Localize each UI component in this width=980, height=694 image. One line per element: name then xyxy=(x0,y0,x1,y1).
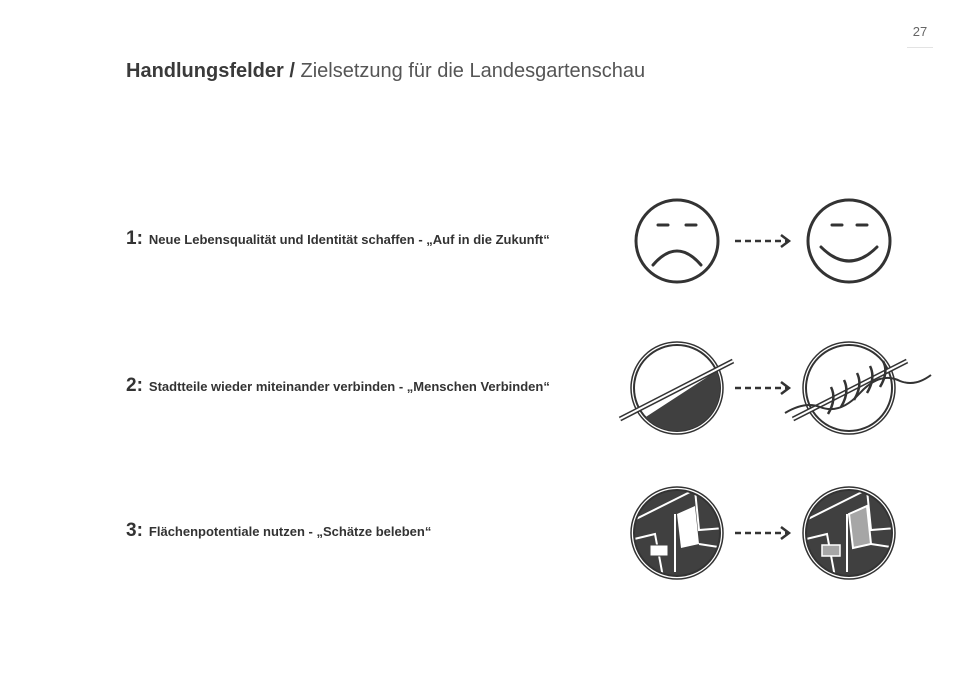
map-parcels-icon xyxy=(630,486,725,580)
sad-face-icon xyxy=(636,200,718,282)
dashed-arrow-icon xyxy=(735,382,789,394)
page-title-separator: / xyxy=(289,60,295,82)
page-title-main: Handlungsfelder xyxy=(126,60,284,82)
happy-face-icon xyxy=(808,200,890,282)
field-2-text: Stadtteile wieder miteinander verbinden - „Menschen Verbinden“ xyxy=(148,379,550,394)
field-1-label xyxy=(126,228,550,250)
field-1-number: 1: xyxy=(126,228,143,249)
page-title xyxy=(126,60,645,83)
field-2-label xyxy=(126,375,550,397)
divided-circle-icon xyxy=(615,342,755,437)
field-1-icons xyxy=(615,191,940,291)
page-title-sub: Zielsetzung für die Landesgartenschau xyxy=(300,60,646,82)
field-1-text: Neue Lebensqualität und Identität schaffen - „Auf in die Zukunft“ xyxy=(148,232,550,247)
field-3-icons xyxy=(615,482,940,582)
stitched-circle-icon xyxy=(785,342,931,434)
map-parcels-activated-icon xyxy=(802,486,897,580)
page-number-divider xyxy=(907,47,933,48)
field-3-label xyxy=(126,520,431,542)
dashed-arrow-icon xyxy=(735,235,789,247)
field-2-icons xyxy=(615,337,940,437)
dashed-arrow-icon xyxy=(735,527,789,539)
field-2-number: 2: xyxy=(126,375,143,396)
field-3-text: Flächenpotentiale nutzen - „Schätze beleben“ xyxy=(148,524,432,539)
page-number: 27 xyxy=(912,24,928,39)
field-3-number: 3: xyxy=(126,520,143,541)
